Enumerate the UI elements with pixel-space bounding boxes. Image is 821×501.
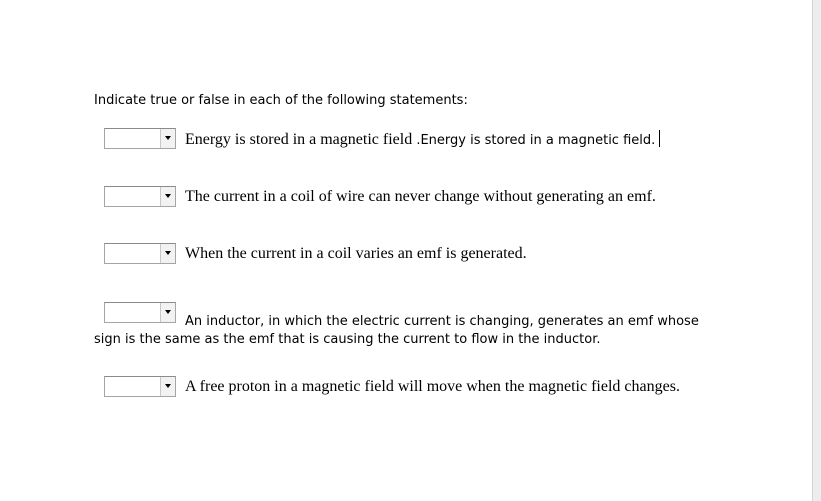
true-false-select-1[interactable] [104, 128, 176, 149]
true-false-select-4[interactable] [104, 302, 176, 323]
statement-text-2: The current in a coil of wire can never change without generating an emf. [185, 188, 656, 205]
statement-text-3: When the current in a coil varies an emf is generated. [185, 245, 527, 262]
chevron-down-icon[interactable] [160, 303, 175, 322]
statement-1-extra: .Energy is stored in a magnetic field. [412, 133, 656, 148]
text-cursor [659, 130, 660, 147]
chevron-down-icon[interactable] [160, 129, 175, 148]
statement-text-1 [185, 130, 660, 149]
statement-text-4-line-1: An inductor, in which the electric current is changing, generates an emf whose [185, 314, 699, 329]
window-edge [812, 0, 821, 501]
statement-1-label: Energy is stored in a magnetic field [185, 131, 413, 148]
statement-text-4-line-2: sign is the same as the emf that is causing the current to flow in the inductor. [94, 332, 601, 347]
statement-text-5: A free proton in a magnetic field will move when the magnetic field changes. [185, 378, 680, 395]
true-false-select-2[interactable] [104, 186, 176, 207]
chevron-down-icon[interactable] [160, 377, 175, 396]
true-false-select-3[interactable] [104, 243, 176, 264]
chevron-down-icon[interactable] [160, 187, 175, 206]
chevron-down-icon[interactable] [160, 244, 175, 263]
true-false-select-5[interactable] [104, 376, 176, 397]
instructions-text: Indicate true or false in each of the following statements: [94, 93, 468, 108]
